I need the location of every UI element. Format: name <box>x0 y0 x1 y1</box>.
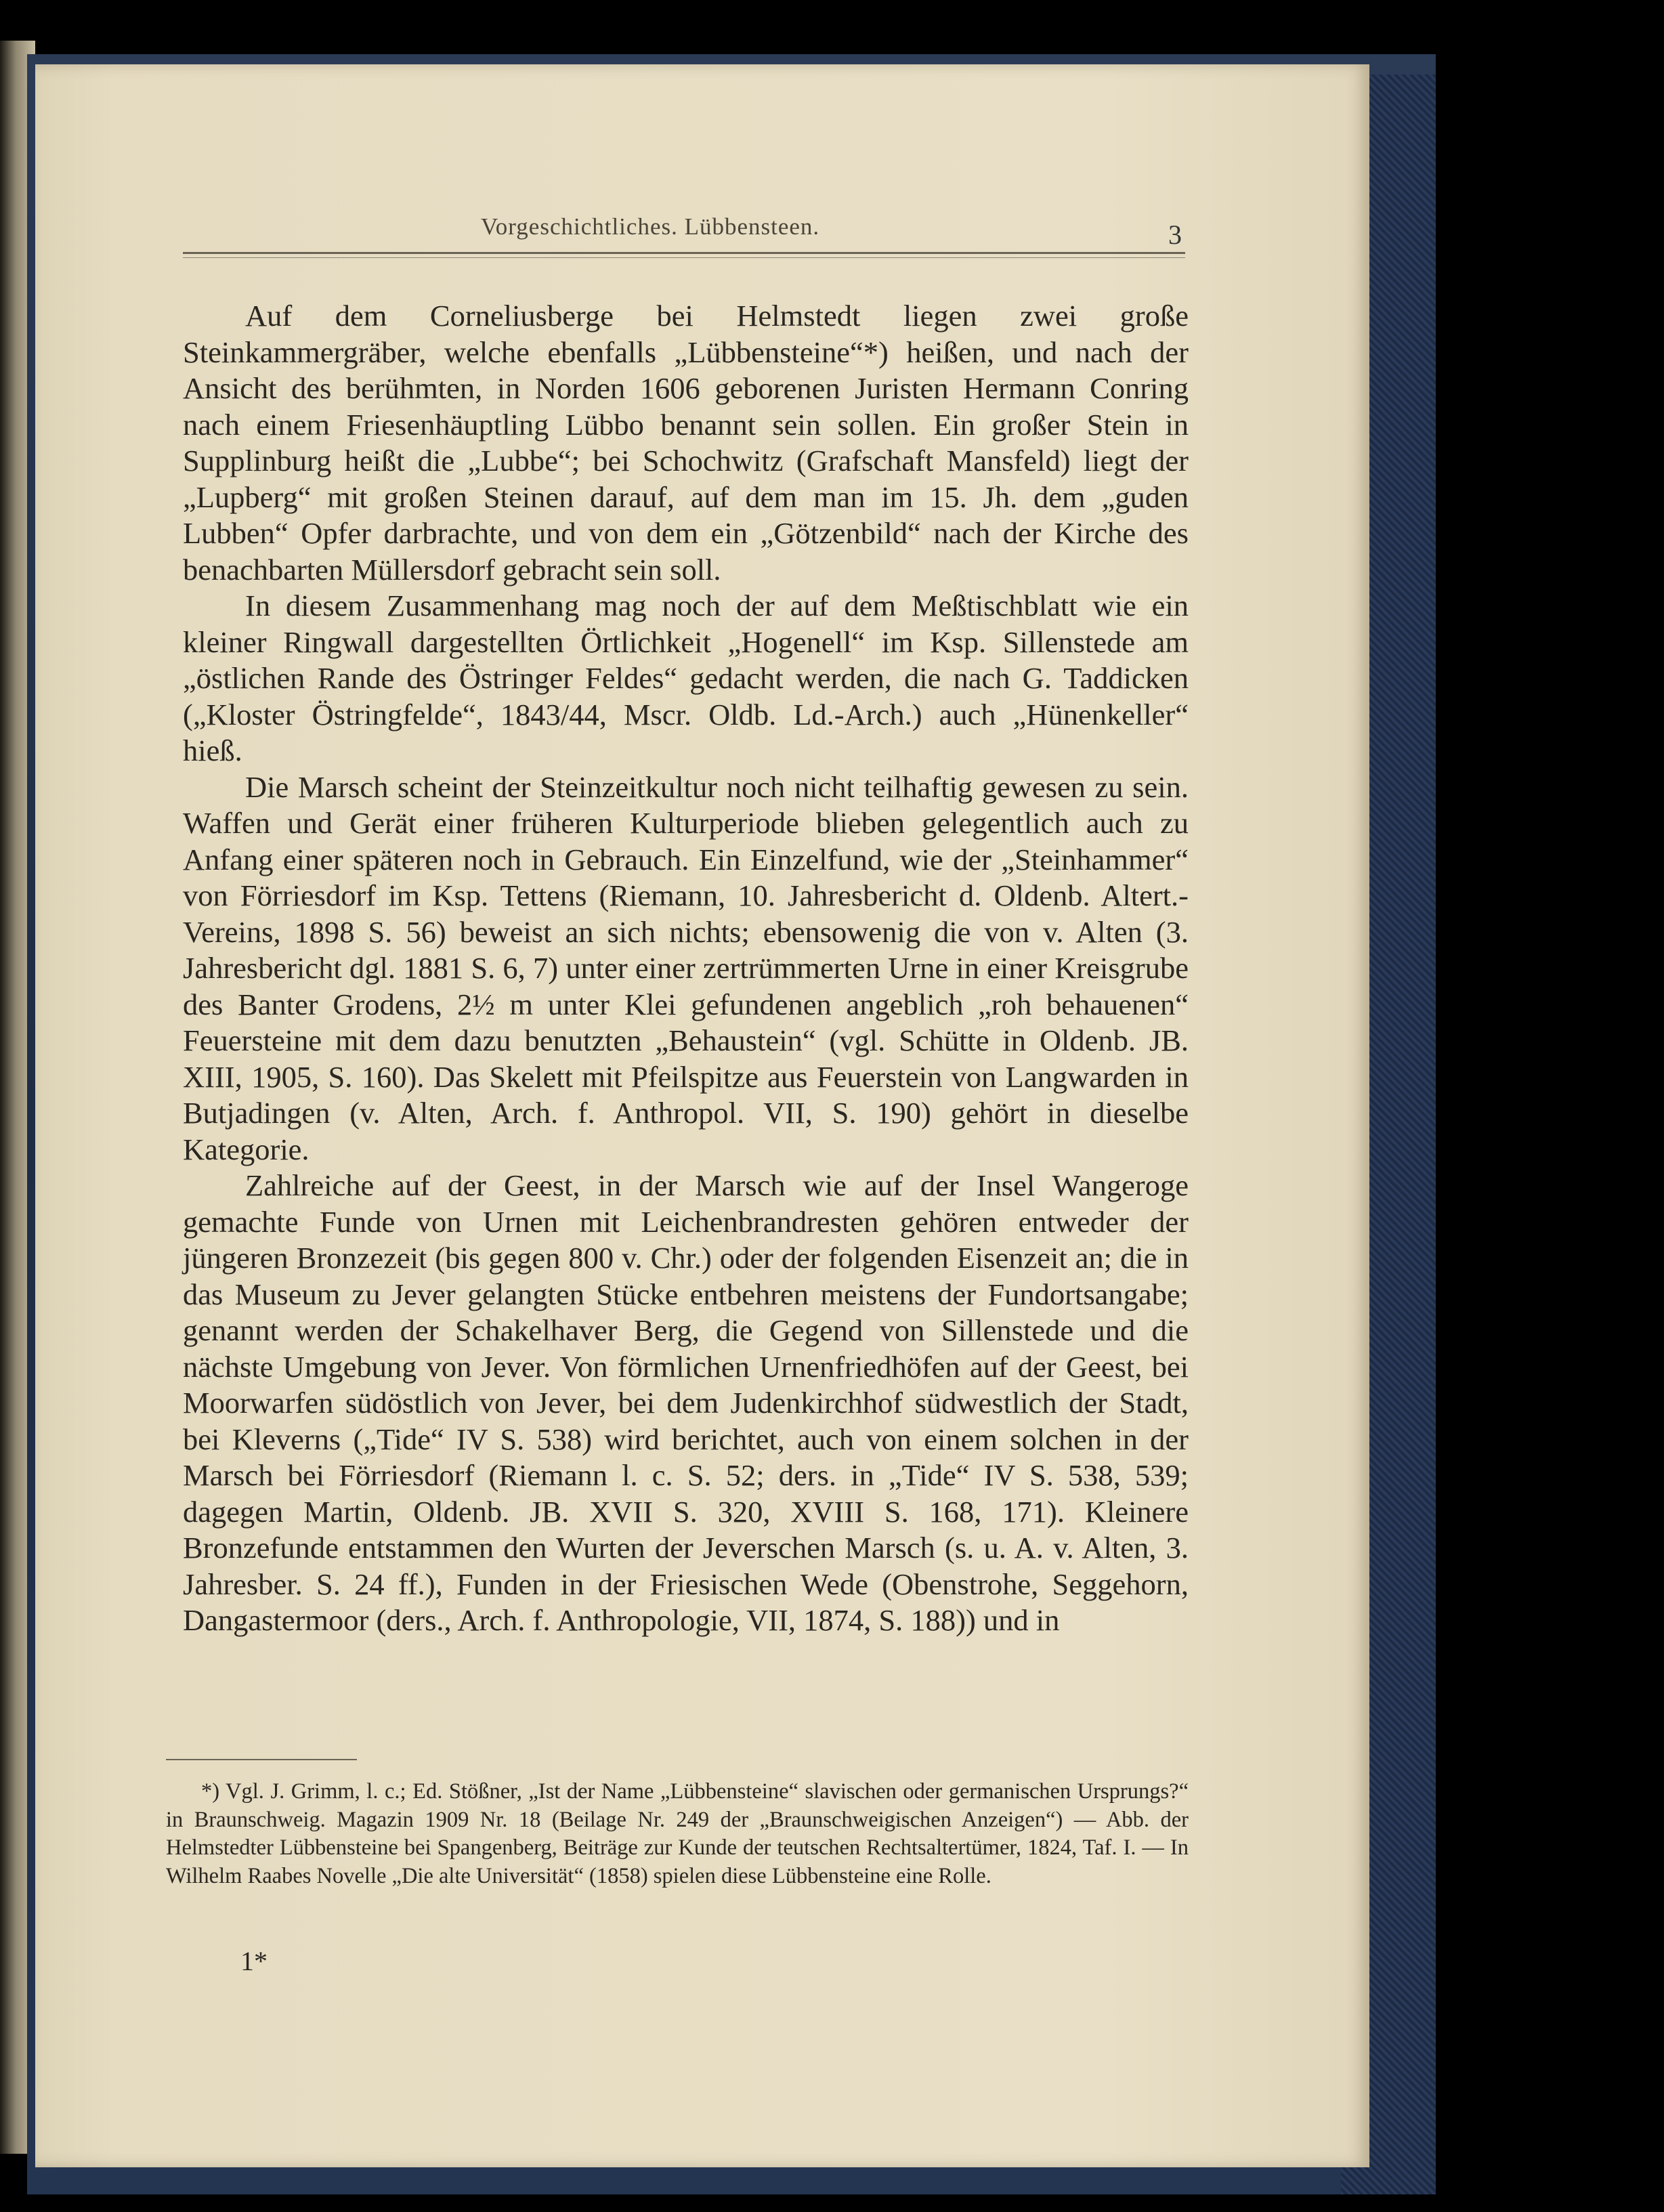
footnote: *) Vgl. J. Grimm, l. c.; Ed. Stößner, „Ist der Name „Lübbensteine“ slavischen oder germanischen Ursprungs?“ in Braunschweig. Magazin 1909 Nr. 18 (Beilage Nr. 249 der „Braunschweigischen Anzeigen“) — Abb. der Helmstedter Lübbensteine bei Spangenberg, Beiträge zur Kunde der teutschen Rechtsaltertümer, 1824, Taf. I. — In Wilhelm Raabes Novelle „Die alte Universität“ (1858) spielen diese Lübbensteine eine Rolle. <box>166 1779 1189 1888</box>
paragraph: Die Marsch scheint der Steinzeitkultur noch nicht teilhaftig gewesen zu sein. Waffen und Gerät einer früheren Kulturperiode blieben gelegentlich auch zu Anfang einer späteren noch in Gebrauch. Ein Einzelfund, wie der „Steinhammer“ von Förriesdorf im Ksp. Tettens (Riemann, 10. Jahresbericht d. Oldenb. Altert.-Vereins, 1898 S. 56) beweist an sich nichts; ebensowenig die von v. Alten (3. Jahresbericht dgl. 1881 S. 6, 7) unter einer zertrümmerten Urne in einer Kreisgrube des Banter Grodens, 2½ m unter Klei gefundenen angeblich „roh behauenen“ Feuersteine mit dem dazu benutzten „Behaustein“ (vgl. Schütte in Oldenb. JB. XIII, 1905, S. 160). Das Skelett mit Pfeilspitze aus Feuerstein von Langwarden in Butjadingen (v. Alten, Arch. f. Anthropol. VII, S. 190) gehört in dieselbe Kategorie. <box>183 769 1189 1166</box>
footnote-rule <box>166 1759 357 1760</box>
paragraph: In diesem Zusammenhang mag noch der auf dem Meßtischblatt wie ein kleiner Ringwall dargestellten Örtlichkeit „Hogenell“ im Ksp. Sillenstede am „östlichen Rande des Östringer Feldes“ gedacht werden, die nach G. Taddicken („Kloster Östringfelde“, 1843/44, Mscr. Oldb. Ld.-Arch.) auch „Hünenkeller“ hieß. <box>183 589 1189 767</box>
paragraph: Auf dem Corneliusberge bei Helmstedt liegen zwei große Steinkammergräber, welche ebenfalls „Lübbensteine“*) heißen, und nach der Ansicht des berühmten, in Norden 1606 geborenen Juristen Hermann Conring nach einem Friesenhäuptling Lübbo benannt sein sollen. Ein großer Stein in Supplinburg heißt die „Lubbe“; bei Schochwitz (Grafschaft Mansfeld) liegt der „Lupberg“ mit großen Steinen darauf, auf dem man im 15. Jh. dem „guden Lubben“ Opfer darbrachte, und von dem ein „Götzenbild“ nach der Kirche des benachbarten Müllersdorf gebracht sein soll. <box>183 299 1189 587</box>
body-text <box>183 298 1189 1639</box>
header-rule-thin <box>183 257 1185 258</box>
running-title: Vorgeschichtliches. Lübbensteen. <box>481 213 820 240</box>
page-number: 3 <box>1168 219 1182 250</box>
header-rule <box>183 252 1185 254</box>
running-head <box>183 213 1182 254</box>
signature-mark: 1* <box>240 1946 268 1976</box>
paragraph: Zahlreiche auf der Geest, in der Marsch wie auf der Insel Wangeroge gemachte Funde von Urnen mit Leichenbrandresten gehören entweder der jüngeren Bronzezeit (bis gegen 800 v. Chr.) oder der folgenden Eisenzeit an; die in das Museum zu Jever gelangten Stücke entbehren meistens der Fundortsangabe; genannt werden der Schakelhaver Berg, die Gegend von Sillenstede und die nächste Umgebung von Jever. Von förmlichen Urnenfriedhöfen auf der Geest, bei Moorwarfen südöstlich von Jever, bei dem Judenkirchhof südwestlich der Stadt, bei Kleverns („Tide“ IV S. 538) wird berichtet, auch von einem solchen in der Marsch bei Förriesdorf (Riemann l. c. S. 52; ders. in „Tide“ IV S. 538, 539; dagegen Martin, Oldenb. JB. XVII S. 320, XVIII S. 168, 171). Kleinere Bronzefunde entstammen den Wurten der Jeverschen Marsch (s. u. A. v. Alten, 3. Jahresber. S. 24 ff.), Funden in der Friesischen Wede (Obenstrohe, Seggehorn, Dangastermoor (ders., Arch. f. Anthropologie, VII, 1874, S. 188)) und in <box>183 1168 1189 1637</box>
